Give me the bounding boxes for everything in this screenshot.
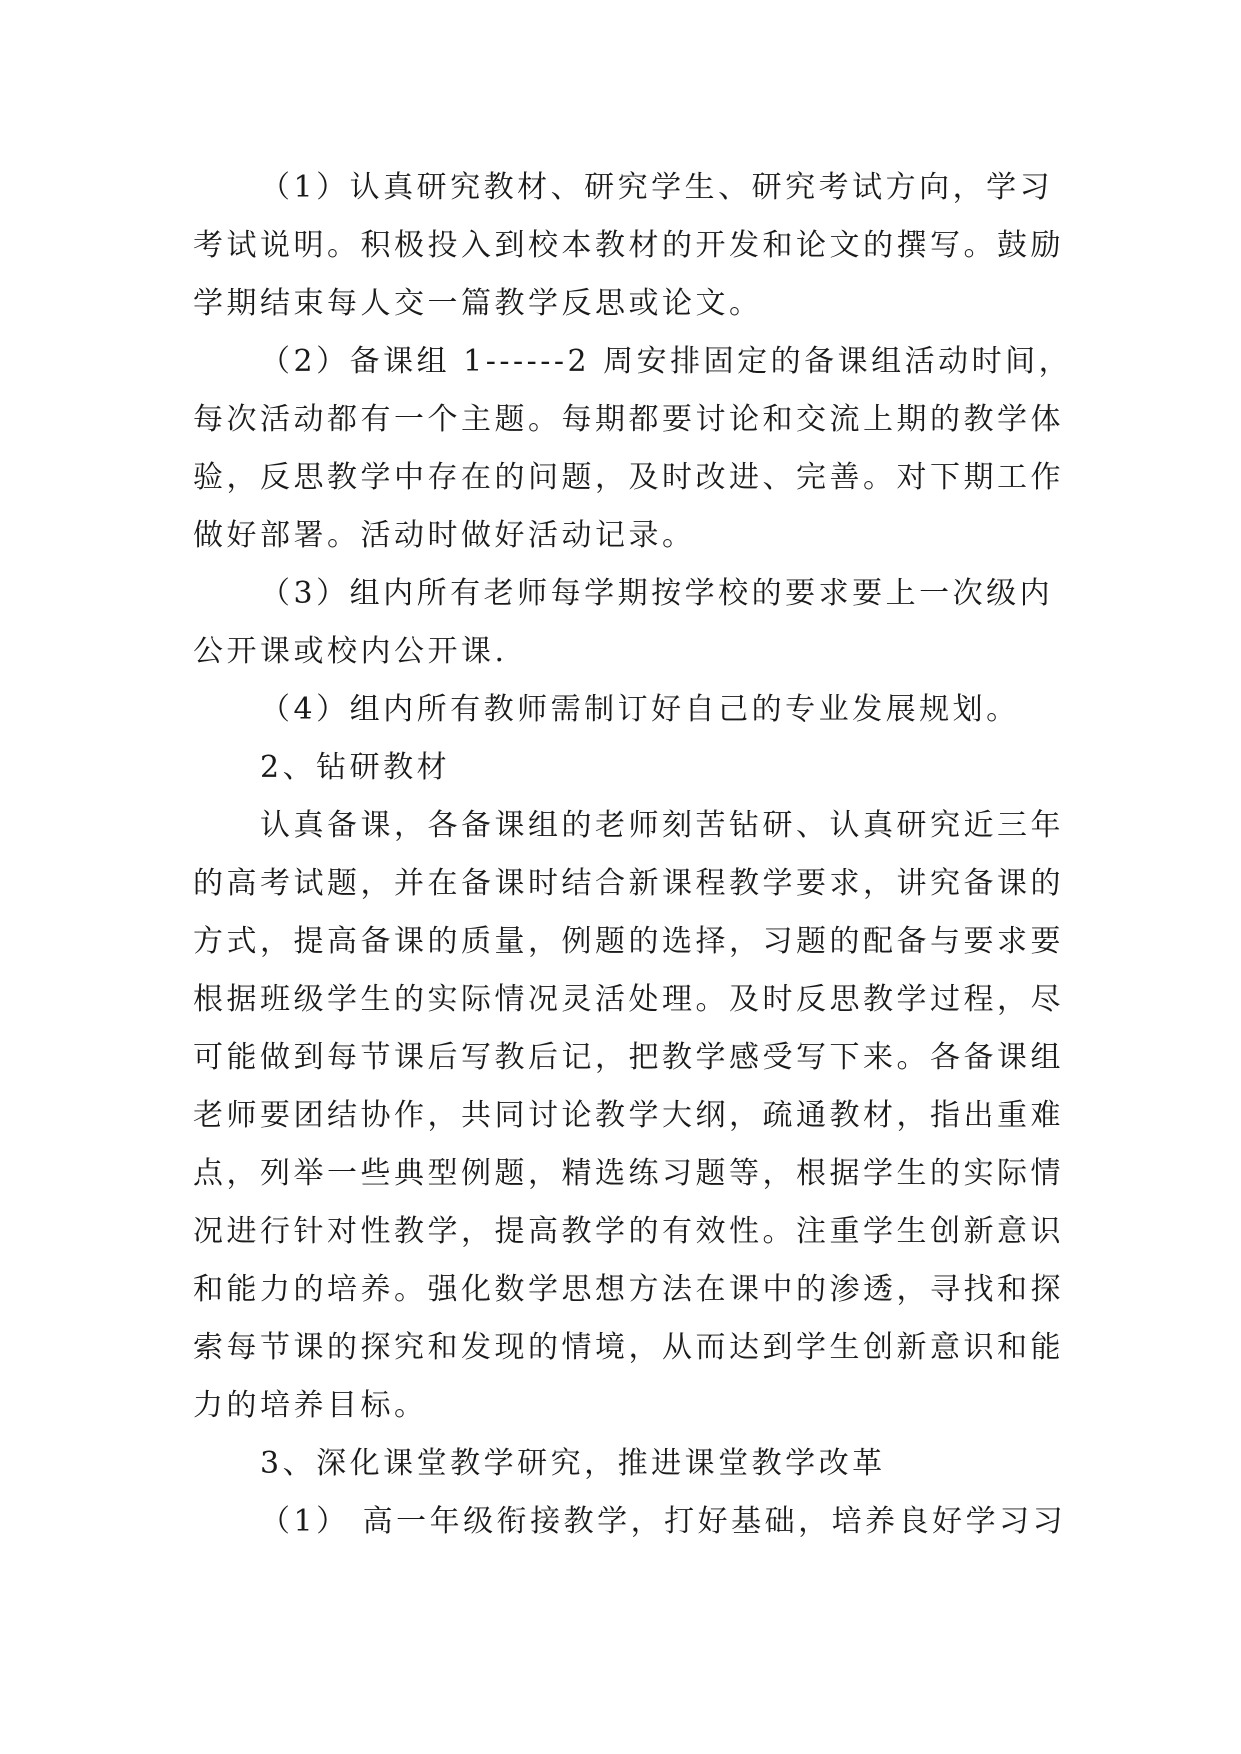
- paragraph-6-line-1: （1） 高一年级衔接教学，打好基础，培养良好学习习: [260, 1504, 1067, 1539]
- paragraph-5-line-1: 认真备课，各备课组的老师刻苦钻研、认真研究近三年: [260, 808, 1064, 843]
- paragraph-5-line-3: 方式，提高备课的质量，例题的选择，习题的配备与要求要: [193, 924, 1064, 959]
- paragraph-5-line-6: 老师要团结协作，共同讨论教学大纲，疏通教材，指出重难: [193, 1098, 1064, 1133]
- paragraph-5-line-5: 可能做到每节课后写教后记，把教学感受写下来。各备课组: [193, 1040, 1064, 1075]
- paragraph-1-line-3: 学期结束每人交一篇教学反思或论文。: [193, 286, 763, 321]
- paragraph-5-line-2: 的高考试题，并在备课时结合新课程教学要求，讲究备课的: [193, 866, 1064, 901]
- paragraph-5-line-8: 况进行针对性教学，提高教学的有效性。注重学生创新意识: [193, 1214, 1064, 1249]
- paragraph-2-line-3: 验，反思教学中存在的问题，及时改进、完善。对下期工作: [193, 460, 1064, 495]
- paragraph-5-line-11: 力的培养目标。: [193, 1388, 428, 1423]
- paragraph-5-line-7: 点，列举一些典型例题，精选练习题等，根据学生的实际情: [193, 1156, 1064, 1191]
- section-heading-2: 2、钻研教材: [260, 750, 451, 785]
- paragraph-5-line-4: 根据班级学生的实际情况灵活处理。及时反思教学过程，尽: [193, 982, 1064, 1017]
- paragraph-5-line-10: 索每节课的探究和发现的情境，从而达到学生创新意识和能: [193, 1330, 1064, 1365]
- paragraph-1-line-1: （1）认真研究教材、研究学生、研究考试方向，学习: [260, 170, 1054, 205]
- paragraph-1-line-2: 考试说明。积极投入到校本教材的开发和论文的撰写。鼓励: [193, 228, 1064, 263]
- paragraph-4-line-1: （4）组内所有教师需制订好自己的专业发展规划。: [260, 692, 1020, 727]
- section-heading-3: 3、深化课堂教学研究，推进课堂教学改革: [260, 1446, 886, 1481]
- paragraph-5-line-9: 和能力的培养。强化数学思想方法在课中的渗透，寻找和探: [193, 1272, 1064, 1307]
- paragraph-3-line-2: 公开课或校内公开课.: [193, 634, 508, 669]
- paragraph-2-line-2: 每次活动都有一个主题。每期都要讨论和交流上期的教学体: [193, 402, 1064, 437]
- paragraph-2-line-4: 做好部署。活动时做好活动记录。: [193, 518, 696, 553]
- paragraph-3-line-1: （3）组内所有老师每学期按学校的要求要上一次级内: [260, 576, 1054, 611]
- paragraph-2-line-1: （2）备课组 1------2 周安排固定的备课组活动时间，: [260, 344, 1073, 379]
